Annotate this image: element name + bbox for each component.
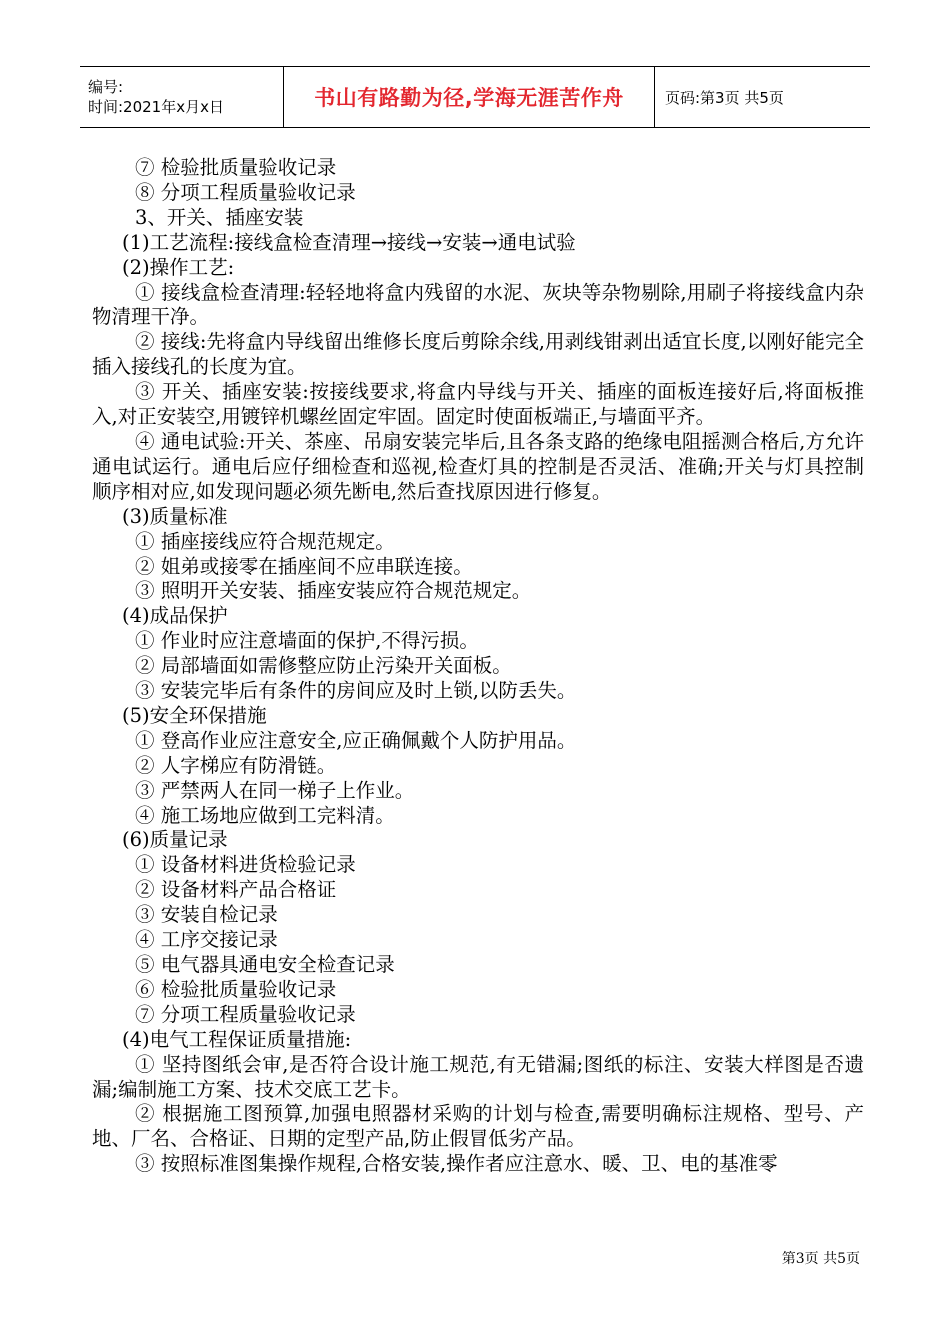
text-line: ③ 照明开关安装、插座安装应符合规范规定。 — [135, 579, 532, 603]
paragraph: ② 接线:先将盒内导线留出维修长度后剪除余线,用剥线钳剥出适宜长度,以刚好能完全插入接线孔的长度为宜。 — [92, 330, 864, 379]
header-motto: 书山有路勤为径,学海无涯苦作舟 — [314, 86, 624, 110]
page-footer: 第3页 共5页 — [781, 1251, 860, 1267]
document-date-label: 时间:2021年x月x日 — [88, 98, 224, 116]
text-line: ① 设备材料进货检验记录 — [135, 853, 356, 877]
text-line: ② 姐弟或接零在插座间不应串联连接。 — [135, 554, 473, 578]
text-line: (1)工艺流程:接线盒检查清理→接线→安装→通电试验 — [122, 230, 576, 254]
text-line: ② 人字梯应有防滑链。 — [135, 753, 337, 777]
text-line: ③ 严禁两人在同一梯子上作业。 — [135, 778, 415, 802]
text-line: (2)操作工艺: — [122, 255, 235, 279]
header-motto-cell — [283, 67, 655, 127]
paragraph: ③ 开关、插座安装:按接线要求,将盒内导线与开关、插座的面板连接好后,将面板推入,对正安装空,用镀锌机螺丝固定牢固。固定时使面板端正,与墙面平齐。 — [92, 380, 864, 429]
text-line: (4)成品保护 — [122, 604, 228, 628]
paragraph: ④ 通电试验:开关、茶座、吊扇安装完毕后,且各条支路的绝缘电阻摇测合格后,方允许通电试运行。通电后应仔细检查和巡视,检查灯具的控制是否灵活、准确;开关与灯具控制顺序相对应,如发现问题必须先断电,然后查找原因进行修复。 — [92, 429, 864, 503]
text-line: ④ 施工场地应做到工完料清。 — [135, 803, 395, 827]
text-line: ① 作业时应注意墙面的保护,不得污损。 — [135, 629, 479, 653]
document-number-label: 编号: — [88, 78, 124, 96]
text-line: ② 局部墙面如需修整应防止污染开关面板。 — [135, 654, 512, 678]
paragraph: ① 坚持图纸会审,是否符合设计施工规范,有无错漏;图纸的标注、安装大样图是否遗漏;编制施工方案、技术交底工艺卡。 — [92, 1052, 864, 1101]
text-line: ⑥ 检验批质量验收记录 — [135, 977, 337, 1001]
text-line: (5)安全环保措施 — [122, 703, 267, 727]
paragraph: ② 根据施工图预算,加强电照器材采购的计划与检查,需要明确标注规格、型号、产地、厂名、合格证、日期的定型产品,防止假冒低劣产品。 — [92, 1102, 864, 1151]
text-line: ③ 安装自检记录 — [135, 903, 278, 927]
text-line: ① 插座接线应符合规范规定。 — [135, 529, 395, 553]
text-line: ⑧ 分项工程质量验收记录 — [135, 180, 356, 204]
text-line: (4)电气工程保证质量措施: — [122, 1027, 352, 1051]
text-line: ③ 安装完毕后有条件的房间应及时上锁,以防丢失。 — [135, 679, 577, 703]
paragraph: ① 接线盒检查清理:轻轻地将盒内残留的水泥、灰块等杂物剔除,用刷子将接线盒内杂物清理干净。 — [92, 280, 864, 329]
header-page-cell — [655, 67, 870, 127]
text-line: ⑦ 分项工程质量验收记录 — [135, 1002, 356, 1026]
text-line: (3)质量标准 — [122, 504, 228, 528]
header-page-number: 页码:第3页 共5页 — [665, 88, 784, 107]
text-line: 3、开关、插座安装 — [135, 205, 304, 229]
text-line: ① 登高作业应注意安全,应正确佩戴个人防护用品。 — [135, 728, 577, 752]
header-meta — [80, 67, 283, 127]
text-line: ⑤ 电气器具通电安全检查记录 — [135, 953, 395, 976]
text-line: ⑦ 检验批质量验收记录 — [135, 156, 337, 179]
text-line: ② 设备材料产品合格证 — [135, 878, 337, 902]
page-header — [80, 66, 870, 128]
text-line: ④ 工序交接记录 — [135, 928, 278, 952]
text-line: (6)质量记录 — [122, 828, 228, 852]
paragraph: ③ 按照标准图集操作规程,合格安装,操作者应注意水、暖、卫、电的基准零 — [135, 1152, 778, 1176]
document-body — [92, 156, 864, 1177]
